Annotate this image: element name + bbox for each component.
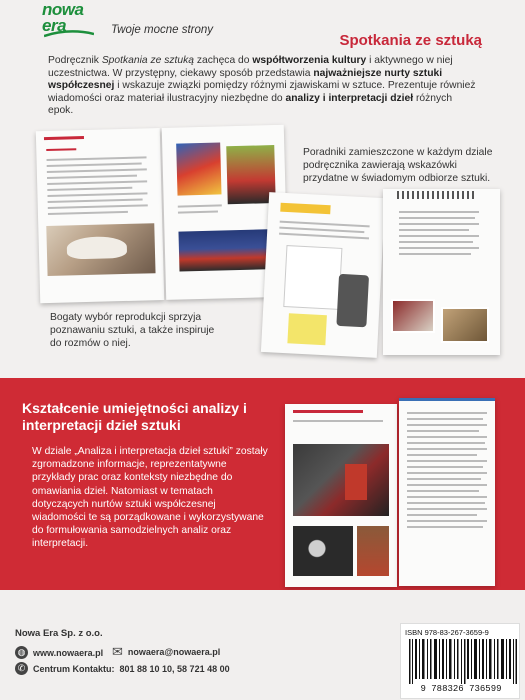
intro-emphasis: najważniejsze nurty sztuki współczesnej	[48, 67, 443, 92]
intro-text: i aktywnego w niej uczestnictwa. W przystępny, ciekawy sposób przedstawia	[48, 55, 453, 79]
analysis-right-page	[399, 398, 495, 586]
guide-right-page	[383, 189, 500, 355]
contact-row	[15, 662, 230, 675]
logo-tagline: Twoje mocne strony	[111, 24, 214, 36]
envelope-icon: ✉	[112, 644, 123, 659]
website-row	[15, 646, 103, 659]
contact-label: Centrum Kontaktu:	[33, 663, 115, 674]
email-row	[112, 644, 220, 660]
notebook-spiral	[397, 191, 477, 199]
nowa-era-logo	[42, 2, 222, 42]
painting-reproduction	[46, 223, 155, 276]
email-link[interactable]: nowaera@nowaera.pl	[127, 647, 221, 657]
intro-text: różnych epok.	[48, 92, 453, 117]
photo-sculpture	[441, 307, 489, 343]
ean-number: 9 788326 736599	[420, 684, 502, 694]
book-title: Spotkania ze sztuką	[339, 32, 482, 49]
photo-figure	[357, 526, 389, 576]
publisher-name: Nowa Era Sp. z o.o.	[15, 628, 103, 639]
contact-phones: 801 88 10 10, 58 721 48 00	[119, 663, 230, 674]
isbn-number: ISBN 978-83-267-3659-9	[405, 628, 489, 637]
barcode-icon	[409, 639, 517, 684]
intro-text: zachęca do	[193, 55, 253, 66]
photo-sculpture-dark	[293, 526, 353, 576]
book-spread-guides	[265, 185, 500, 355]
photo-artwork	[391, 299, 435, 333]
red-section-title: Kształcenie umiejętności analizy i interpretacji dzieł sztuki	[22, 400, 247, 433]
caption-guides: Poradniki zamieszczone w każdym dziale podręcznika zawierają wskazówki przydatne w świadomym odbiorze sztuki.	[303, 147, 493, 184]
caption-reproductions: Bogaty wybór reprodukcji sprzyja poznawaniu sztuki, a także inspiruje do rozmów o niej.	[50, 312, 215, 349]
book-spread-reproductions	[36, 125, 288, 303]
book-spread-analysis	[285, 398, 510, 593]
sticky-note	[287, 313, 327, 345]
logo-wordmark: nowa era	[42, 0, 84, 35]
intro-emphasis: analizy i interpretacji dzieł	[285, 92, 414, 104]
red-section-text: W dziale „Analiza i interpretacja dzieł sztuki” zostały zgromadzone informacje, reprezentatywne przykłady prac oraz konteksty niezbędne do omawiania dzieł. Natomiast w tematach dotyczących nurtów sztuki współczesnej wiadomości te są porządkowane i wykorzystywane do formułowania samodzielnych analiz oraz interpretacji.	[32, 446, 268, 550]
phone-icon: ✆	[15, 662, 28, 675]
phone-image	[336, 274, 369, 327]
globe-icon: ◍	[15, 646, 28, 659]
intro-text: Podręcznik	[48, 55, 102, 66]
spread-left-page	[36, 128, 164, 303]
intro-emphasis: współtworzenia kultury	[252, 55, 367, 66]
intro-text: i wskazuje związki pomiędzy różnymi zjawiskami w sztuce. Prezentuje również wiadomości oraz materiał ilustracyjny niezbędne do	[48, 80, 476, 104]
footer	[0, 590, 525, 700]
barcode-box	[400, 623, 520, 699]
analysis-left-page	[285, 404, 397, 587]
website-link[interactable]: www.nowaera.pl	[33, 647, 104, 658]
logo-swoosh-icon	[44, 30, 94, 38]
painting-horse	[176, 142, 221, 195]
intro-book-name: Spotkania ze sztuką	[101, 55, 194, 66]
intro-paragraph	[48, 55, 480, 118]
guide-left-page	[261, 192, 385, 358]
painting-landscape	[178, 229, 277, 272]
photo-installation	[293, 444, 389, 516]
